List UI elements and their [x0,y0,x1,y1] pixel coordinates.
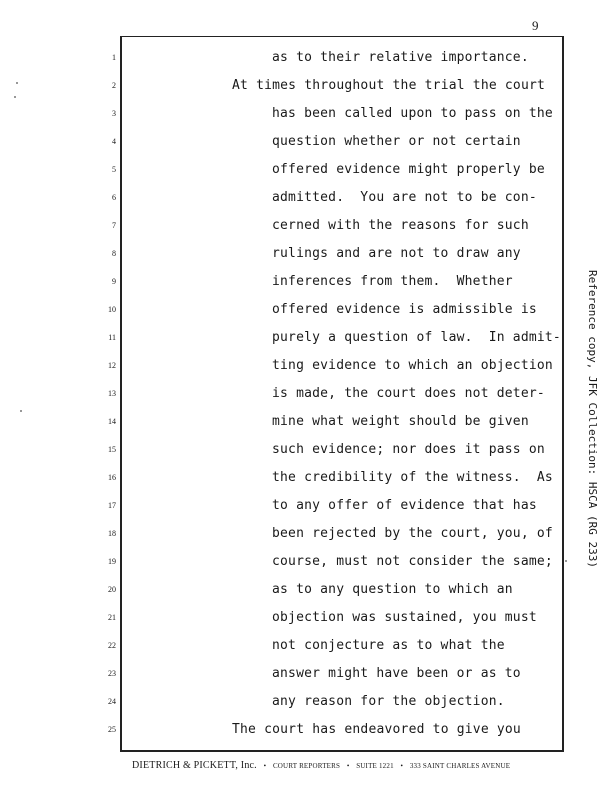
page-footer [132,760,510,771]
transcript-line: such evidence; nor does it pass on [272,442,545,457]
transcript-line: question whether or not certain [272,134,521,149]
transcript-line: offered evidence might properly be [272,162,545,177]
transcript-line: the credibility of the witness. As [272,470,553,485]
scan-speck [20,410,22,412]
line-number: 6 [112,193,116,202]
transcript-line: not conjecture as to what the [272,638,505,653]
footer-bullet-3: • [400,762,404,770]
footer-bullet-2: • [346,762,350,770]
line-number: 10 [108,305,116,314]
transcript-line: is made, the court does not deter- [272,386,545,401]
transcript-line: as to their relative importance. [272,50,529,65]
page-number: 9 [532,18,539,33]
transcript-line: to any offer of evidence that has [272,498,537,513]
line-number: 1 [112,53,116,62]
transcript-line: course, must not consider the same; [272,554,553,569]
transcript-line: rulings and are not to draw any [272,246,521,261]
line-number: 13 [108,389,116,398]
reference-copy-note: Reference copy, JFK Collection: HSCA (RG 233) [586,270,599,569]
transcript-line: At times throughout the trial the court [232,78,546,93]
footer-bullet-1: • [263,762,267,770]
footer-suite: SUITE 1221 [356,762,394,770]
line-number: 16 [108,473,116,482]
line-number: 8 [112,249,116,258]
firm-name: DIETRICH & PICKETT, Inc. [132,760,257,771]
line-number: 3 [112,109,116,118]
transcript-line: inferences from them. Whether [272,274,513,289]
line-number: 11 [108,333,116,342]
transcript-line: answer might have been or as to [272,666,521,681]
footer-reporters: COURT REPORTERS [272,762,341,770]
line-number: 22 [108,641,116,650]
scan-speck [16,82,18,84]
line-number: 25 [108,725,116,734]
transcript-line: objection was sustained, you must [272,610,537,625]
line-number: 12 [108,361,116,370]
transcript-line: The court has endeavored to give you [232,722,521,737]
transcript-line: has been called upon to pass on the [272,106,553,121]
line-number: 23 [108,669,116,678]
line-number: 5 [112,165,116,174]
transcript-line: ting evidence to which an objection [272,358,553,373]
line-number: 14 [108,417,116,426]
transcript-line: offered evidence is admissible is [272,302,537,317]
line-number: 24 [108,697,116,706]
line-number: 18 [108,529,116,538]
transcript-line: purely a question of law. In admit- [272,330,561,345]
scan-speck [14,96,16,98]
transcript-line: cerned with the reasons for such [272,218,529,233]
line-number: 19 [108,557,116,566]
line-number: 2 [112,81,116,90]
line-number: 17 [108,501,116,510]
line-number: 4 [112,137,116,146]
transcript-line: as to any question to which an [272,582,513,597]
transcript-line: admitted. You are not to be con- [272,190,537,205]
line-number: 9 [112,277,116,286]
line-number: 21 [108,613,116,622]
line-number: 15 [108,445,116,454]
transcript-line: any reason for the objection. [272,694,505,709]
line-number: 20 [108,585,116,594]
scan-speck [565,560,567,562]
line-number: 7 [112,221,116,230]
transcript-line: been rejected by the court, you, of [272,526,553,541]
transcript-line: mine what weight should be given [272,414,529,429]
footer-address: 333 SAINT CHARLES AVENUE [409,762,511,770]
